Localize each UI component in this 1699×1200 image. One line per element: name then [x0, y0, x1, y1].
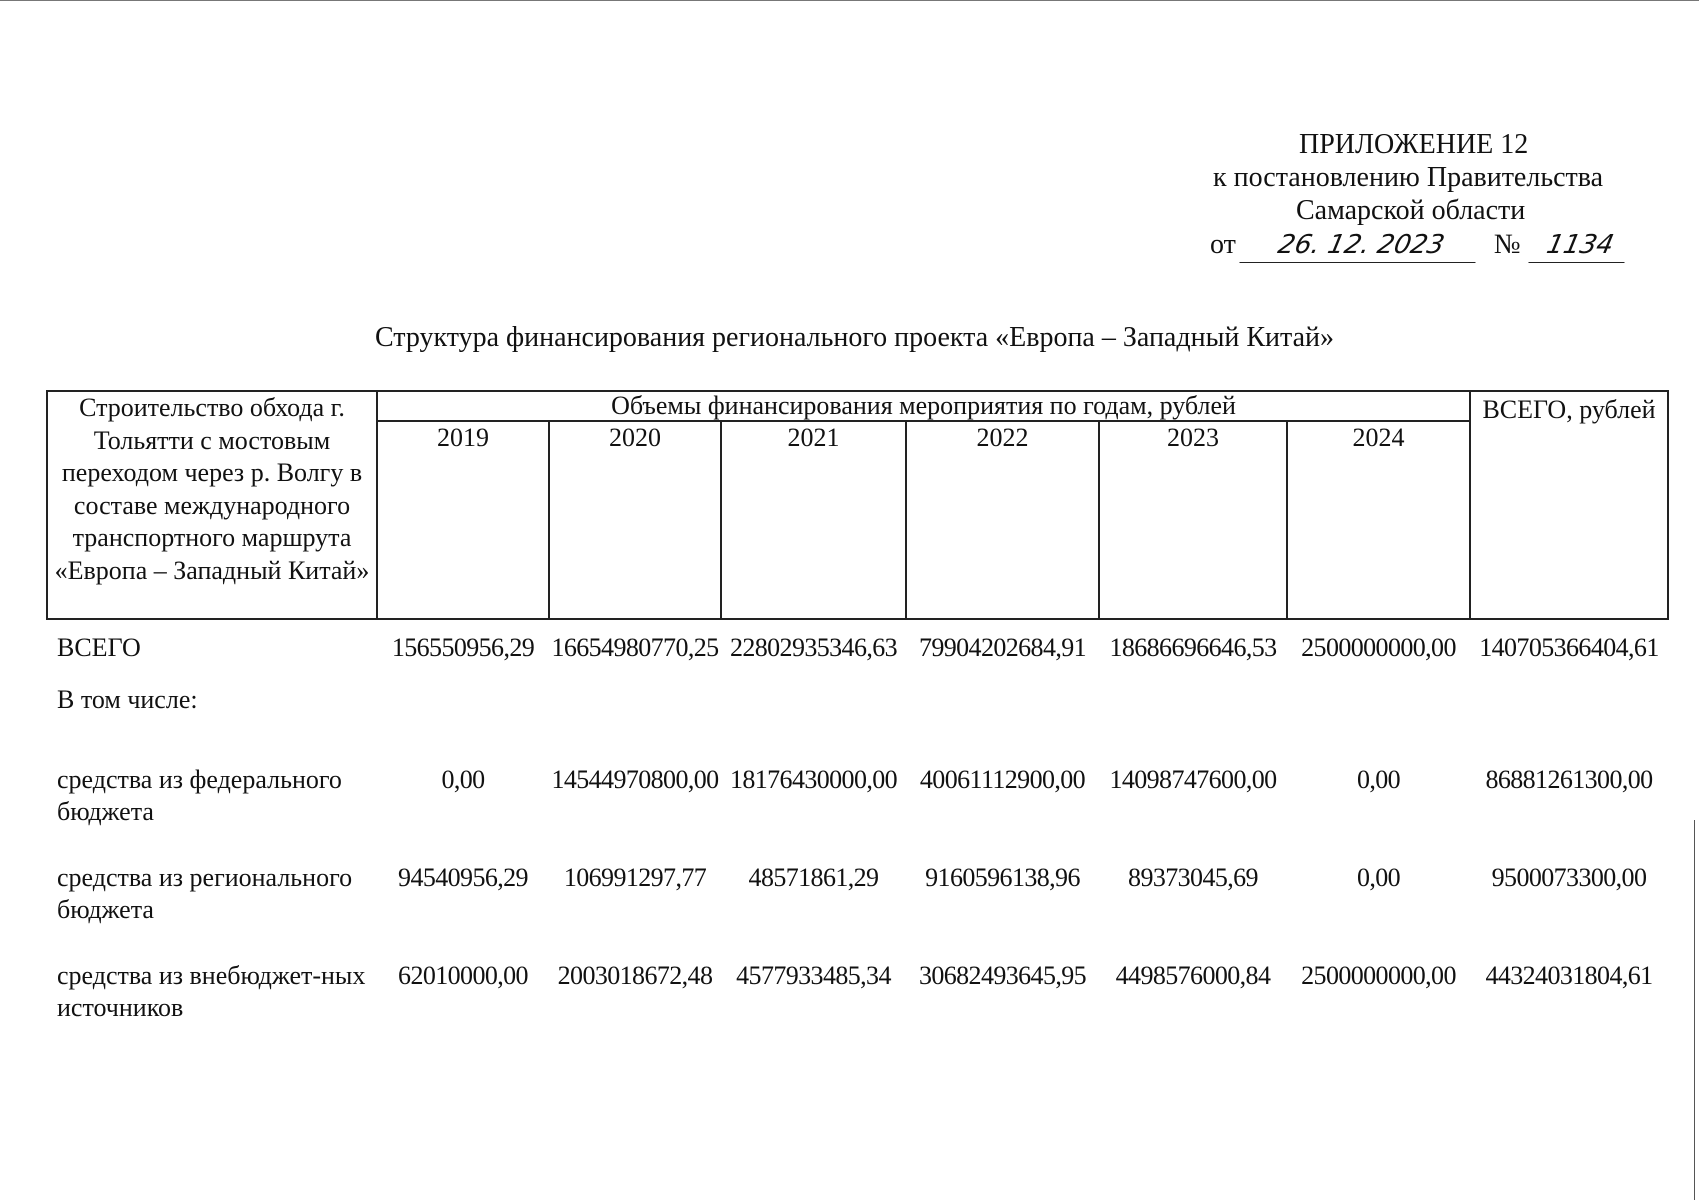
table-row-extrabudgetary: [47, 960, 1668, 1058]
header-row-1: [47, 391, 1668, 421]
cell-value: 79904202684,91: [918, 633, 1087, 662]
appendix-region: Самарской области: [1296, 195, 1526, 226]
cell-value: 2500000000,00: [1301, 961, 1456, 990]
cell-value: 9500073300,00: [1491, 863, 1647, 892]
cell-value: 2003018672,48: [557, 961, 713, 990]
header-volumes-by-year: Объемы финансирования мероприятия по годам, рублей: [377, 391, 1470, 421]
cell-value: 14098747600,00: [1109, 765, 1277, 794]
row-label: средства из федерального бюджета: [57, 765, 342, 826]
table-row-total: [47, 619, 1668, 684]
cell-value: 14544970800,00: [551, 765, 719, 794]
cell-value: 106991297,77: [563, 863, 707, 892]
row-label: средства из регионального бюджета: [57, 863, 353, 924]
cell-value: 44324031804,61: [1485, 961, 1653, 990]
header-year: 2021: [721, 421, 906, 619]
table-row-regional: [47, 862, 1668, 960]
header-year: 2024: [1287, 421, 1470, 619]
cell-value: 4577933485,34: [736, 961, 891, 990]
subheading-label: В том числе:: [57, 685, 198, 714]
row-label: средства из внебюджет-ных источников: [57, 961, 366, 1022]
cell-value: 48571861,29: [748, 863, 879, 892]
cell-value: 156550956,29: [391, 633, 535, 662]
header-year: 2023: [1099, 421, 1287, 619]
cell-value: 9160596138,96: [925, 863, 1080, 892]
handwritten-number: 1134: [1528, 229, 1631, 263]
page-top-edge: [0, 0, 1699, 1]
document-title: Структура финансирования регионального проекта «Европа – Западный Китай»: [374, 322, 1335, 353]
cell-value: 18176430000,00: [729, 765, 898, 794]
cell-value: 0,00: [441, 765, 485, 794]
cell-value: 140705366404,61: [1479, 633, 1659, 662]
header-year: 2019: [377, 421, 549, 619]
cell-value: 89373045,69: [1128, 863, 1258, 892]
page-right-edge: [1694, 820, 1695, 1200]
cell-value: 18686696646,53: [1109, 633, 1277, 662]
appendix-date-line: [1210, 228, 1628, 263]
cell-value: 40061112900,00: [919, 765, 1086, 794]
cell-value: 62010000,00: [398, 961, 528, 990]
header-year: 2022: [906, 421, 1099, 619]
cell-value: 86881261300,00: [1485, 765, 1653, 794]
cell-value: 94540956,29: [398, 863, 528, 892]
cell-value: 16654980770,25: [551, 633, 719, 662]
header-year: 2020: [549, 421, 721, 619]
header-project-name: Строительство обхода г. Тольятти с мостовым переходом через р. Волгу в составе международного транспортного маршрута «Европа – Западный Китай»: [47, 391, 377, 619]
row-label: ВСЕГО: [57, 633, 141, 662]
header-total: ВСЕГО, рублей: [1470, 391, 1668, 619]
table-row-subheading: [47, 684, 1668, 764]
cell-value: 2500000000,00: [1301, 633, 1456, 662]
date-prefix: от: [1210, 229, 1236, 260]
cell-value: 4498576000,84: [1115, 961, 1271, 990]
number-label: №: [1493, 229, 1521, 260]
appendix-number: ПРИЛОЖЕНИЕ 12: [1299, 129, 1529, 160]
cell-value: 0,00: [1356, 863, 1401, 892]
table-row-federal: [47, 764, 1668, 862]
handwritten-date: 26. 12. 2023: [1239, 229, 1482, 263]
cell-value: 30682493645,95: [918, 961, 1087, 990]
appendix-resolution-ref: к постановлению Правительства: [1213, 162, 1604, 193]
financing-table: [46, 390, 1669, 1058]
cell-value: 0,00: [1356, 765, 1401, 794]
cell-value: 22802935346,63: [729, 633, 898, 662]
